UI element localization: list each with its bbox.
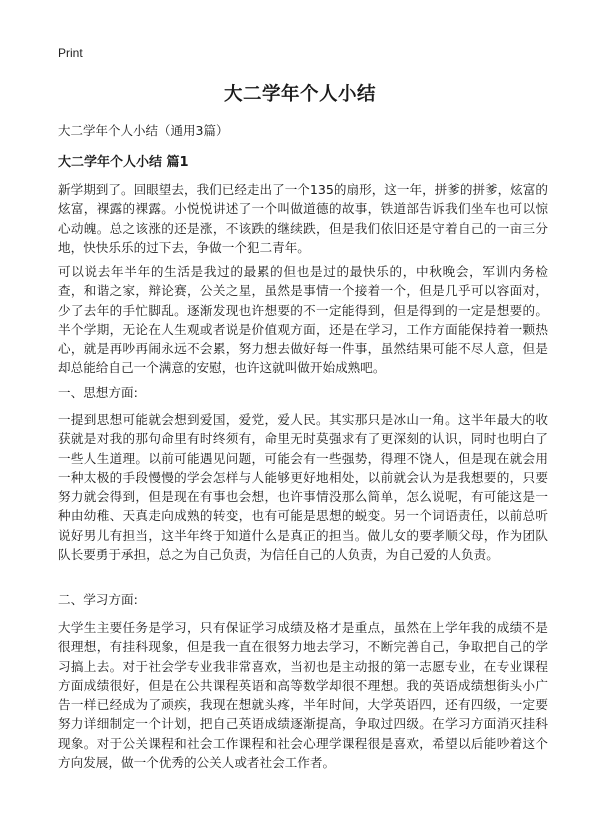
heading-thought: 一、思想方面: bbox=[58, 385, 138, 400]
page-title: 大二学年个人小结 bbox=[223, 84, 376, 105]
heading-study: 二、学习方面: bbox=[58, 592, 138, 607]
paragraph-intro: 新学期到了。回眼望去，我们已经走出了一个135的扇形，这一年，拼爹的拼爹，炫富的炫富，裸露的裸露。小悦悦讲述了一个叫做道德的故事，铁道部告诉我们坐车也可以惊心动魄。总之该涨的还是涨，不该跌的继续跌，但是我们依旧还是守着自己的一亩三分地，快快乐乐的过下去，争做一个犯二青年。 bbox=[58, 182, 549, 255]
print-link[interactable]: Print bbox=[58, 46, 83, 60]
section-heading: 大二学年个人小结 篇1 bbox=[58, 155, 189, 170]
paragraph-study: 大学生主要任务是学习，只有保证学习成绩及格才是重点，虽然在上学年我的成绩不是很理想，有挂科现象，但是我一直在很努力地去学习，不断完善自己，争取把自己的学习搞上去。对于社会学专业我非常喜欢，当初也是主动报的第一志愿专业，在专业课程方面成绩很好，但是在公共课程英语和高等数学却很不理想。我的英语成绩想街头小广告一样已经成为了顽疾，我现在想就头疼，半年时间，大学英语四，还有四级，一定要努力详细制定一个计划，把自己英语成绩逐渐提高，争取过四级。在学习方面消灭挂科现象。对于公关课程和社会工作课程和社会心理学课程很是喜欢，希望以后能吵着这个方向发展，做一个优秀的公关人或者社会工作者。 bbox=[58, 620, 548, 771]
document-subtitle: 大二学年个人小结（通用3篇） bbox=[58, 123, 229, 138]
paragraph-summary: 可以说去年半年的生活是我过的最累的但也是过的最快乐的，中秋晚会，军训内务检查，和谐之家，辩论赛，公关之星，虽然是事情一个接着一个，但是几乎可以容面对，少了去年的手忙脚乱。逐渐发现也许想要的不一定能得到，但是得到的一定是想要的。半个学期，无论在人生观或者说是价值观方面，还是在学习，工作方面能保持着一颗热心，就是再吵再闹永远不会累，努力想去做好每一件事，虽然结果可能不尽人意，但是却总能给自己一个满意的安慰，也许这就叫做开始成熟吧。 bbox=[58, 264, 548, 376]
paragraph-thought: 一提到思想可能就会想到爱国，爱党，爱人民。其实那只是冰山一角。这半年最大的收获就是对我的那句命里有时终须有，命里无时莫强求有了更深刻的认识，同时也明白了一些人生道理。以前可能遇见问题，可能会有一些强势，得理不饶人，但是现在就会用一种太极的手段慢慢的学会怎样与人能够更好地相处，以前就会认为是我想要的，只要努力就会得到，但是现在有事也会想，也许事情没那么简单，怎么说呢，有可能这是一种由幼稚、天真走向成熟的转变，也有可能是思想的蜕变。另一个词语责任，以前总听说好男儿有担当，这半年终于知道什么是真正的担当。做儿女的要孝顺父母，作为团队队长要勇于承担，总之为自己负责，为信任自己的人负责，为自己爱的人负责。 bbox=[58, 412, 548, 563]
